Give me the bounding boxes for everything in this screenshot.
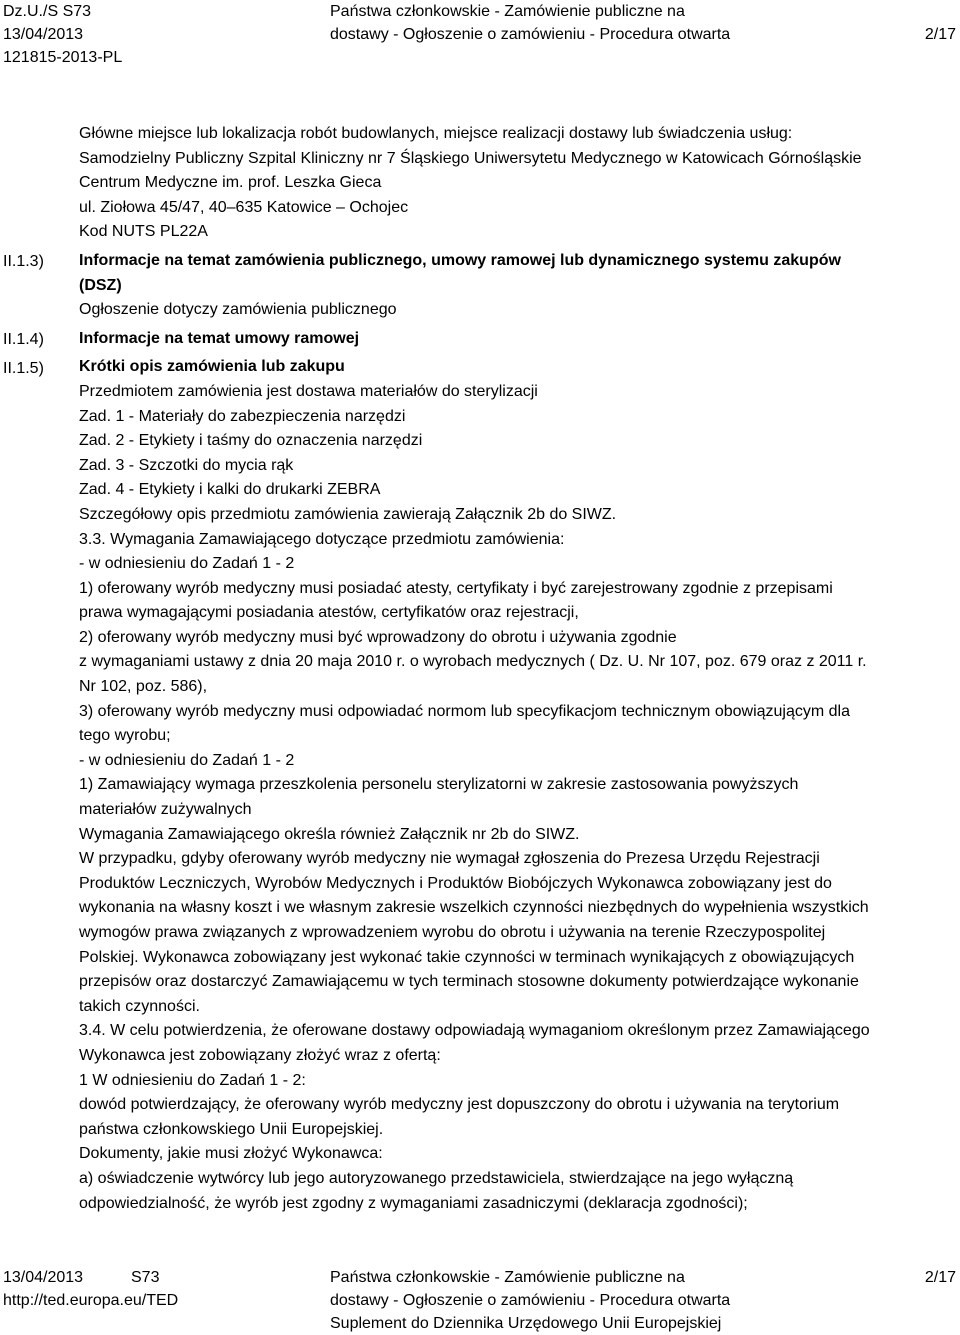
text-line: Zad. 3 - Szczotki do mycia rąk — [79, 456, 294, 474]
text-line: Samodzielny Publiczny Szpital Kliniczny nr 7 Śląskiego Uniwersytetu Medycznego w Katowicach Górnośląskie — [79, 149, 862, 167]
section-heading: (DSZ) — [79, 276, 122, 294]
ted-link[interactable]: http://ted.europa.eu/TED — [3, 1292, 179, 1309]
text-line: Zad. 1 - Materiały do zabezpieczenia narzędzi — [79, 407, 406, 425]
section-body — [79, 380, 955, 1216]
header-date: 13/04/2013 — [3, 26, 84, 43]
text-line: materiałów zużywalnych — [79, 801, 252, 819]
text-line: z wymaganiami ustawy z dnia 20 maja 2010 r. o wyrobach medycznych ( Dz. U. Nr 107, poz. 679 oraz z 2011 r. — [79, 653, 867, 671]
text-line: tego wyrobu; — [79, 727, 171, 745]
text-line: prawa wymagającymi posiadania atestów, certyfikatów oraz rejestracji, — [79, 604, 579, 622]
text-line: Wymagania Zamawiającego określa również Załącznik nr 2b do SIWZ. — [79, 825, 580, 843]
text-line: odpowiedzialność, że wyrób jest zgodny z wymaganiami zasadniczymi (deklaracja zgodności); — [79, 1194, 748, 1212]
text-line: Przedmiotem zamówienia jest dostawa materiałów do sterylizacji — [79, 382, 538, 400]
footer-date: 13/04/2013 — [3, 1269, 84, 1286]
text-line: 1) Zamawiający wymaga przeszkolenia personelu sterylizatorni w zakresie zastosowania powyższych — [79, 776, 799, 794]
footer-page-number: 2/17 — [924, 1269, 956, 1286]
text-line: 3.3. Wymagania Zamawiającego dotyczące przedmiotu zamówienia: — [79, 530, 565, 548]
footer-center — [330, 1266, 730, 1335]
footer-title-line-2: dostawy - Ogłoszenie o zamówieniu - Procedura otwarta — [330, 1292, 731, 1309]
journal-reference: Dz.U./S S73 — [3, 3, 92, 20]
footer-title-line-3: Suplement do Dziennika Urzędowego Unii Europejskiej — [330, 1315, 722, 1332]
header-title-line-1: Państwa członkowskie - Zamówienie publiczne na — [330, 3, 685, 20]
section-heading: Informacje na temat zamówienia publicznego, umowy ramowej lub dynamicznego systemu zakupów — [79, 251, 841, 269]
header-page-number: 2/17 — [924, 26, 956, 43]
text-line: Dokumenty, jakie musi złożyć Wykonawca: — [79, 1145, 383, 1163]
text-line: Zad. 2 - Etykiety i taśmy do oznaczenia narzędzi — [79, 432, 423, 450]
text-line: przepisów oraz dostarczyć Zamawiającemu w tych terminach stosowne dokumenty potwierdzające wykonanie — [79, 973, 859, 991]
header-left — [3, 0, 122, 69]
text-line: 3) oferowany wyrób medyczny musi odpowiadać normom lub specyfikacjom technicznym obowiązującym dla — [79, 702, 850, 720]
text-line: Centrum Medyczne im. prof. Leszka Gieca — [79, 174, 382, 192]
text-line: 3.4. W celu potwierdzenia, że oferowane dostawy odpowiadają wymaganiom określonym przez Zamawiającego — [79, 1022, 870, 1040]
footer-title-line-1: Państwa członkowskie - Zamówienie publiczne na — [330, 1269, 685, 1286]
text-line: - w odniesieniu do Zadań 1 - 2 — [79, 555, 295, 573]
section-number-ii-1-4: II.1.4) — [3, 331, 44, 348]
header-title-line-2: dostawy - Ogłoszenie o zamówieniu - Procedura otwarta — [330, 26, 731, 43]
text-line: Polskiej. Wykonawca zobowiązany jest wykonać takie czynności w terminach wynikających z obowiązujących — [79, 948, 855, 966]
text-line: Wykonawca jest zobowiązany złożyć wraz z ofertą: — [79, 1046, 441, 1064]
text-line: Nr 102, poz. 586), — [79, 678, 208, 696]
section-ii-1-5 — [79, 355, 955, 1216]
text-line: Główne miejsce lub lokalizacja robót budowlanych, miejsce realizacji dostawy lub świadczenia usług: — [79, 125, 793, 142]
text-line: Szczegółowy opis przedmiotu zamówienia zawierają Załącznik 2b do SIWZ. — [79, 505, 617, 523]
section-ii-1-3 — [79, 249, 955, 323]
text-line: 1 W odniesieniu do Zadań 1 - 2: — [79, 1071, 306, 1089]
text-line: - w odniesieniu do Zadań 1 - 2 — [79, 751, 295, 769]
text-line: wymogów prawa związanych z wprowadzeniem wyrobu do obrotu i używania na terenie Rzeczypospolitej — [79, 924, 826, 941]
section-ii-1-4 — [79, 327, 955, 352]
header-center — [330, 0, 730, 46]
text-line: dowód potwierdzający, że oferowany wyrób medyczny jest dopuszczony do obrotu i używania na terytorium — [79, 1096, 840, 1114]
text-line: Ogłoszenie dotyczy zamówienia publicznego — [79, 301, 397, 319]
text-line: ul. Ziołowa 45/47, 40–635 Katowice – Ochojec — [79, 198, 409, 216]
text-line: Kod NUTS PL22A — [79, 223, 208, 241]
text-line: państwa członkowskiego Unii Europejskiej. — [79, 1120, 384, 1138]
place-of-performance — [79, 122, 955, 245]
section-heading: Krótki opis zamówienia lub zakupu — [79, 358, 345, 376]
footer-series: S73 — [131, 1269, 160, 1286]
section-number-ii-1-3: II.1.3) — [3, 253, 44, 270]
text-line: Zad. 4 - Etykiety i kalki do drukarki ZEBRA — [79, 481, 381, 499]
text-line: W przypadku, gdyby oferowany wyrób medyczny nie wymagał zgłoszenia do Prezesa Urzędu Rejestracji — [79, 850, 820, 868]
text-line: takich czynności. — [79, 997, 200, 1015]
section-heading: Informacje na temat umowy ramowej — [79, 329, 360, 347]
notice-number: 121815-2013-PL — [3, 49, 123, 66]
text-line: wykonania na własny koszt i we własnym zakresie wszelkich czynności niezbędnych do wypełnienia wszystkich — [79, 899, 869, 917]
text-line: 2) oferowany wyrób medyczny musi być wprowadzony do obrotu i używania zgodnie — [79, 628, 677, 646]
section-number-ii-1-5: II.1.5) — [3, 360, 44, 377]
document-body — [79, 122, 955, 1216]
text-line: 1) oferowany wyrób medyczny musi posiadać atesty, certyfikaty i być zarejestrowany zgodnie z przepisami — [79, 579, 833, 597]
text-line: a) oświadczenie wytwórcy lub jego autoryzowanego przedstawiciela, stwierdzające na jego wyłączną — [79, 1169, 794, 1187]
text-line: Produktów Leczniczych, Wyrobów Medycznych i Produktów Biobójczych Wykonawca zobowiązany jest do — [79, 874, 832, 892]
